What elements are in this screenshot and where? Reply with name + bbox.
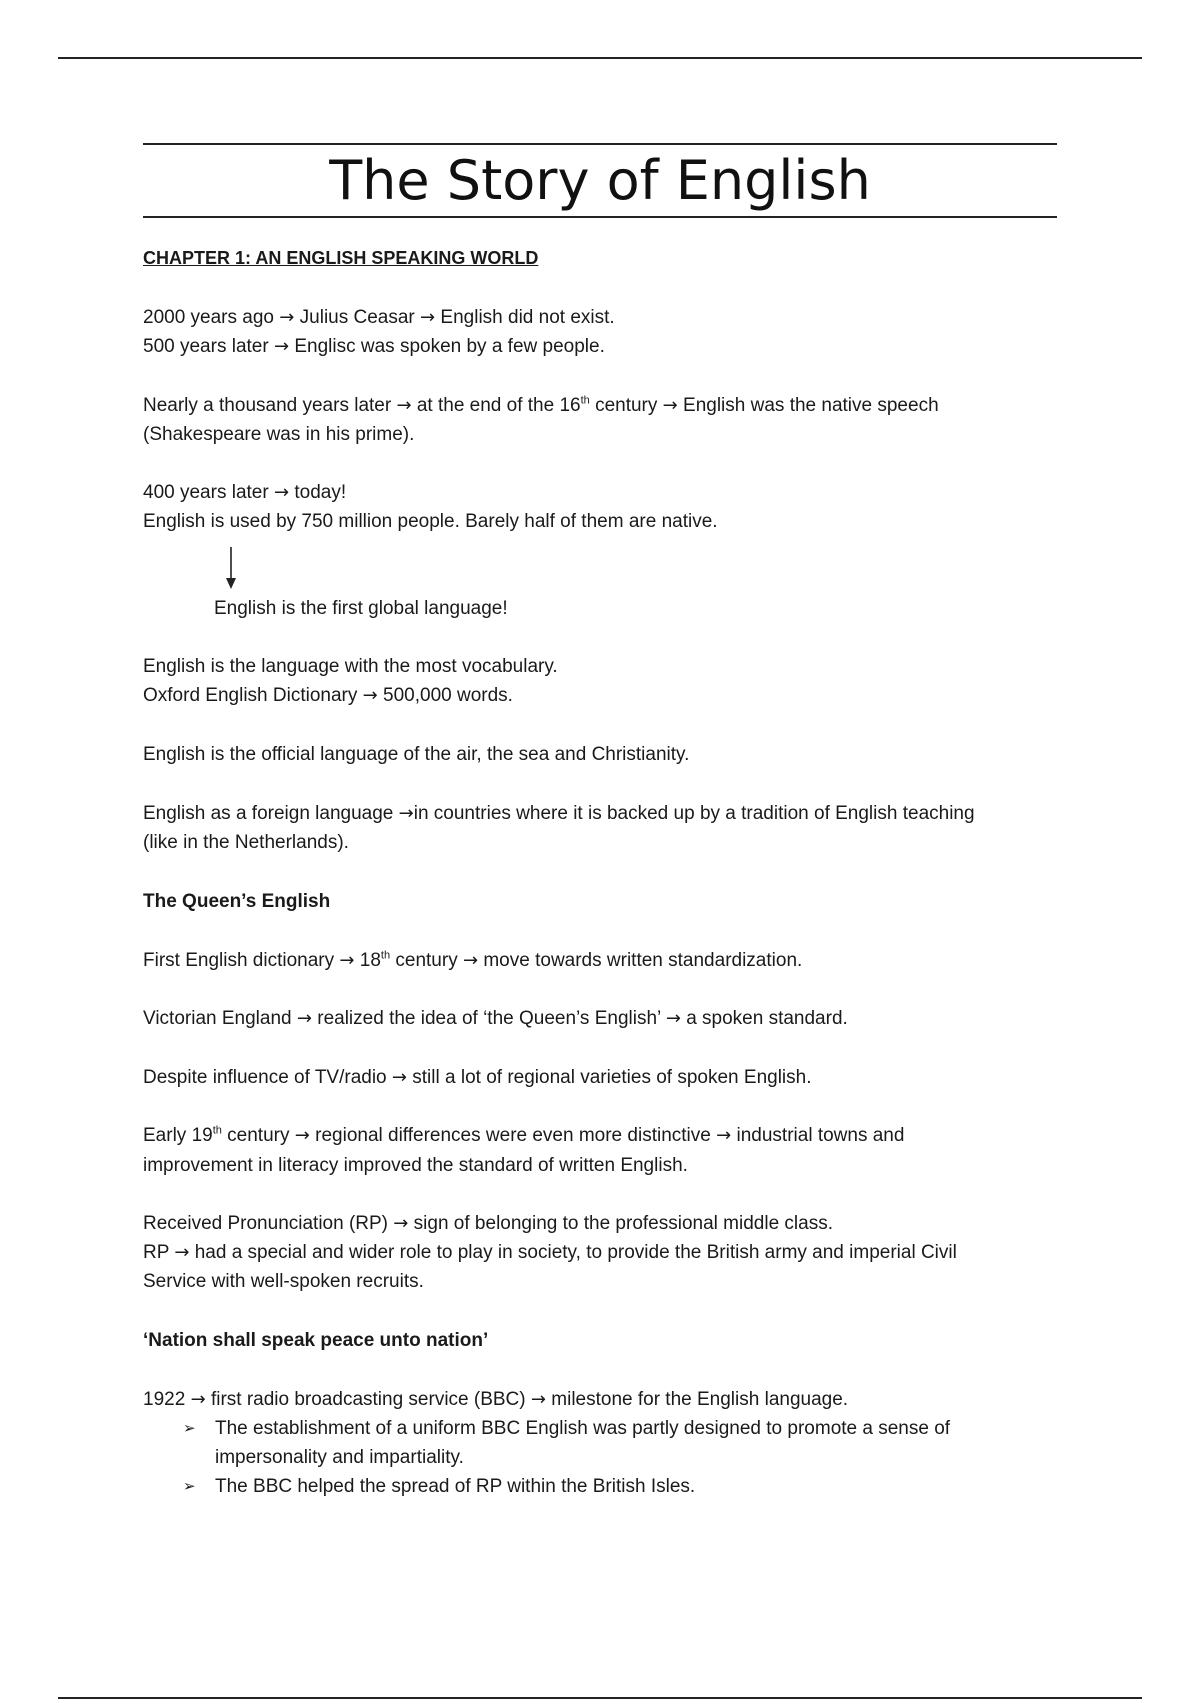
text-run: RP [143, 1242, 170, 1263]
text-run: Englisc was spoken by a few people. [294, 336, 605, 357]
text-run: century [395, 950, 458, 971]
paragraph-line [143, 681, 1057, 710]
superscript: th [380, 949, 391, 962]
paragraph-line [143, 478, 1057, 507]
text-run: today! [294, 482, 347, 503]
list-item-text: The BBC helped the spread of RP within the British Isles. [215, 1476, 696, 1497]
text-run: First English dictionary [143, 950, 335, 971]
arrow-icon: → [530, 1389, 546, 1410]
paragraph-line [143, 1209, 1057, 1238]
arrow-icon: → [391, 1067, 407, 1088]
paragraph-line [143, 946, 1057, 975]
text-run: regional differences were even more distinctive [315, 1125, 711, 1146]
arrow-icon: → [296, 1008, 312, 1029]
text-run: 500 years later [143, 336, 269, 357]
paragraph-line [143, 799, 1057, 828]
text-run: still a lot of regional varieties of spoken English. [412, 1067, 812, 1088]
text-run: Despite influence of TV/radio [143, 1067, 387, 1088]
section-heading-nation: ‘Nation shall speak peace unto nation’ [143, 1330, 489, 1351]
text-run: Early 19 [143, 1125, 213, 1146]
arrow-icon: → [396, 395, 412, 416]
paragraph-line [143, 1238, 1057, 1267]
text-run: industrial towns and [736, 1125, 905, 1146]
text-run: had a special and wider role to play in society, to provide the British army and imperial Civil [194, 1242, 957, 1263]
page-bottom-rule [58, 1697, 1142, 1699]
arrow-icon: → [393, 1213, 409, 1234]
arrow-icon: → [294, 1125, 310, 1146]
text-run: realized the idea of ‘the Queen’s English’ [317, 1008, 661, 1029]
text-run: Nearly a thousand years later [143, 395, 392, 416]
text-run: Oxford English Dictionary [143, 685, 358, 706]
text-run: 2000 years ago [143, 307, 274, 328]
paragraph-line [143, 1063, 1057, 1092]
text-run: 1922 [143, 1389, 186, 1410]
page-top-rule [58, 57, 1142, 59]
text-run: sign of belonging to the professional middle class. [413, 1213, 833, 1234]
arrow-icon: → [398, 803, 414, 824]
paragraph-line [143, 1004, 1057, 1033]
paragraph-line: English is the official language of the air, the sea and Christianity. [143, 744, 690, 765]
list-item [183, 1414, 1053, 1472]
arrow-icon: → [190, 1389, 206, 1410]
text-run: century [227, 1125, 290, 1146]
paragraph-line: improvement in literacy improved the standard of written English. [143, 1155, 688, 1176]
arrow-icon: → [420, 307, 436, 328]
arrow-icon: → [662, 395, 678, 416]
arrow-icon: → [665, 1008, 681, 1029]
text-run: at the end of the 16 [416, 395, 581, 416]
text-run: milestone for the English language. [551, 1389, 849, 1410]
arrow-icon: → [273, 482, 290, 503]
text-run: move towards written standardization. [483, 950, 803, 971]
text-run: English was the native speech [683, 395, 939, 416]
text-run: Received Pronunciation (RP) [143, 1213, 389, 1234]
text-run: first radio broadcasting service (BBC) [210, 1389, 526, 1410]
bullet-arrow-icon: ➢ [183, 1477, 196, 1495]
arrow-icon: → [279, 307, 295, 328]
paragraph-line [143, 391, 1057, 420]
superscript: th [212, 1124, 222, 1137]
text-run: 500,000 words. [383, 685, 513, 706]
chapter-heading: CHAPTER 1: AN ENGLISH SPEAKING WORLD [143, 248, 539, 268]
text-run: Julius Ceasar [299, 307, 415, 328]
paragraph-line [143, 303, 1057, 332]
text-run: a spoken standard. [686, 1008, 848, 1029]
paragraph-line: English is the first global language! [214, 598, 508, 619]
text-run: 400 years later [143, 482, 269, 503]
list-item-text: The establishment of a uniform BBC English was partly designed to promote a sense of impersonality and impartiality. [215, 1418, 951, 1468]
paragraph-line [143, 1121, 1057, 1150]
list-item [183, 1472, 1053, 1501]
paragraph-line: Service with well-spoken recruits. [143, 1271, 424, 1292]
paragraph-line [143, 1385, 1057, 1414]
arrow-icon: → [174, 1242, 190, 1263]
paragraph-line: (Shakespeare was in his prime). [143, 424, 415, 445]
document-title: The Story of English [329, 148, 871, 212]
paragraph-line [143, 332, 1057, 361]
text-run: 18 [359, 950, 381, 971]
paragraph-line: English is the language with the most vocabulary. [143, 656, 558, 677]
text-run: English did not exist. [440, 307, 615, 328]
arrow-icon: → [273, 336, 290, 357]
paragraph-line: English is used by 750 million people. Barely half of them are native. [143, 511, 718, 532]
title-box [143, 143, 1057, 218]
arrow-icon: → [716, 1125, 732, 1146]
text-run: Victorian England [143, 1008, 292, 1029]
superscript: th [580, 394, 590, 407]
arrow-icon: → [339, 950, 355, 971]
text-run: in countries where it is backed up by a tradition of English teaching [413, 803, 975, 824]
paragraph-line: (like in the Netherlands). [143, 832, 349, 853]
down-arrow-icon [225, 547, 237, 589]
section-heading-queens-english: The Queen’s English [143, 891, 331, 912]
bullet-arrow-icon: ➢ [183, 1419, 196, 1437]
text-run: century [595, 395, 658, 416]
arrow-icon: → [362, 685, 378, 706]
arrow-icon: → [462, 950, 479, 971]
text-run: English as a foreign language [143, 803, 394, 824]
